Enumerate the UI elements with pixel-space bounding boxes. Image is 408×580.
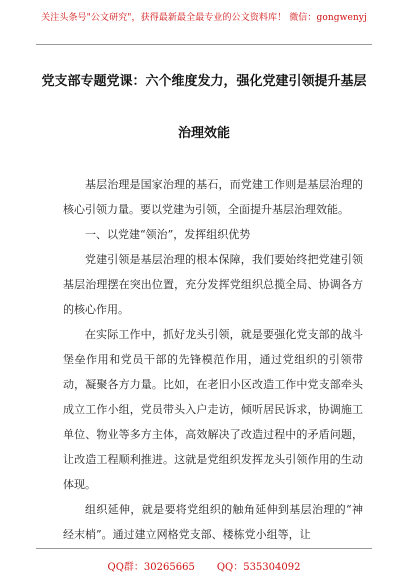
body-paragraph: 党建引领是基层治理的根本保障，我们要始终把党建引领基层治理摆在突出位置，充分发挥党组织总揽全局、协调各方的核心作用。 — [63, 253, 363, 316]
document-title-line-2: 治理效能 — [177, 126, 230, 141]
body-paragraph: 在实际工作中，抓好龙头引领，就是要强化党支部的战斗堡垒作用和党员干部的先锋模范作用，通过党组织的引领带动，凝聚各方力量。比如，在老旧小区改造工作中党支部牵头成立工作小组，党员带头入户走访，倾听居民诉求，协调施工单位、物业等多方主体，高效解决了改造过程中的矛盾问题，让改造工程顺利推进。这就是党组织发挥龙头引领作用的生动体现。 — [63, 328, 363, 491]
body-paragraph: 基层治理是国家治理的基石，而党建工作则是基层治理的核心引领力量。要以党建为引领，全面提升基层治理效能。 — [63, 178, 363, 216]
header-divider — [36, 44, 372, 45]
header-banner: 关注头条号"公文研究"，获得最新最全最专业的公文资料库！ 微信：gongwenyj — [41, 13, 367, 23]
document-body — [63, 172, 363, 547]
footer-divider — [36, 548, 372, 549]
section-heading: 一、以党建“领治”，发挥组织优势 — [85, 228, 251, 241]
footer-qq: QQ：535304092 — [216, 562, 301, 573]
document-title-line-1: 党支部专题党课：六个维度发力，强化党建引领提升基层 — [41, 74, 367, 89]
footer-qq-group: QQ群：30265665 — [107, 562, 195, 573]
footer-contact — [0, 558, 408, 573]
body-paragraph: 组织延伸，就是要将党组织的触角延伸到基层治理的“神经末梢”。通过建立网格党支部、楼栋党小组等，让 — [63, 503, 363, 541]
